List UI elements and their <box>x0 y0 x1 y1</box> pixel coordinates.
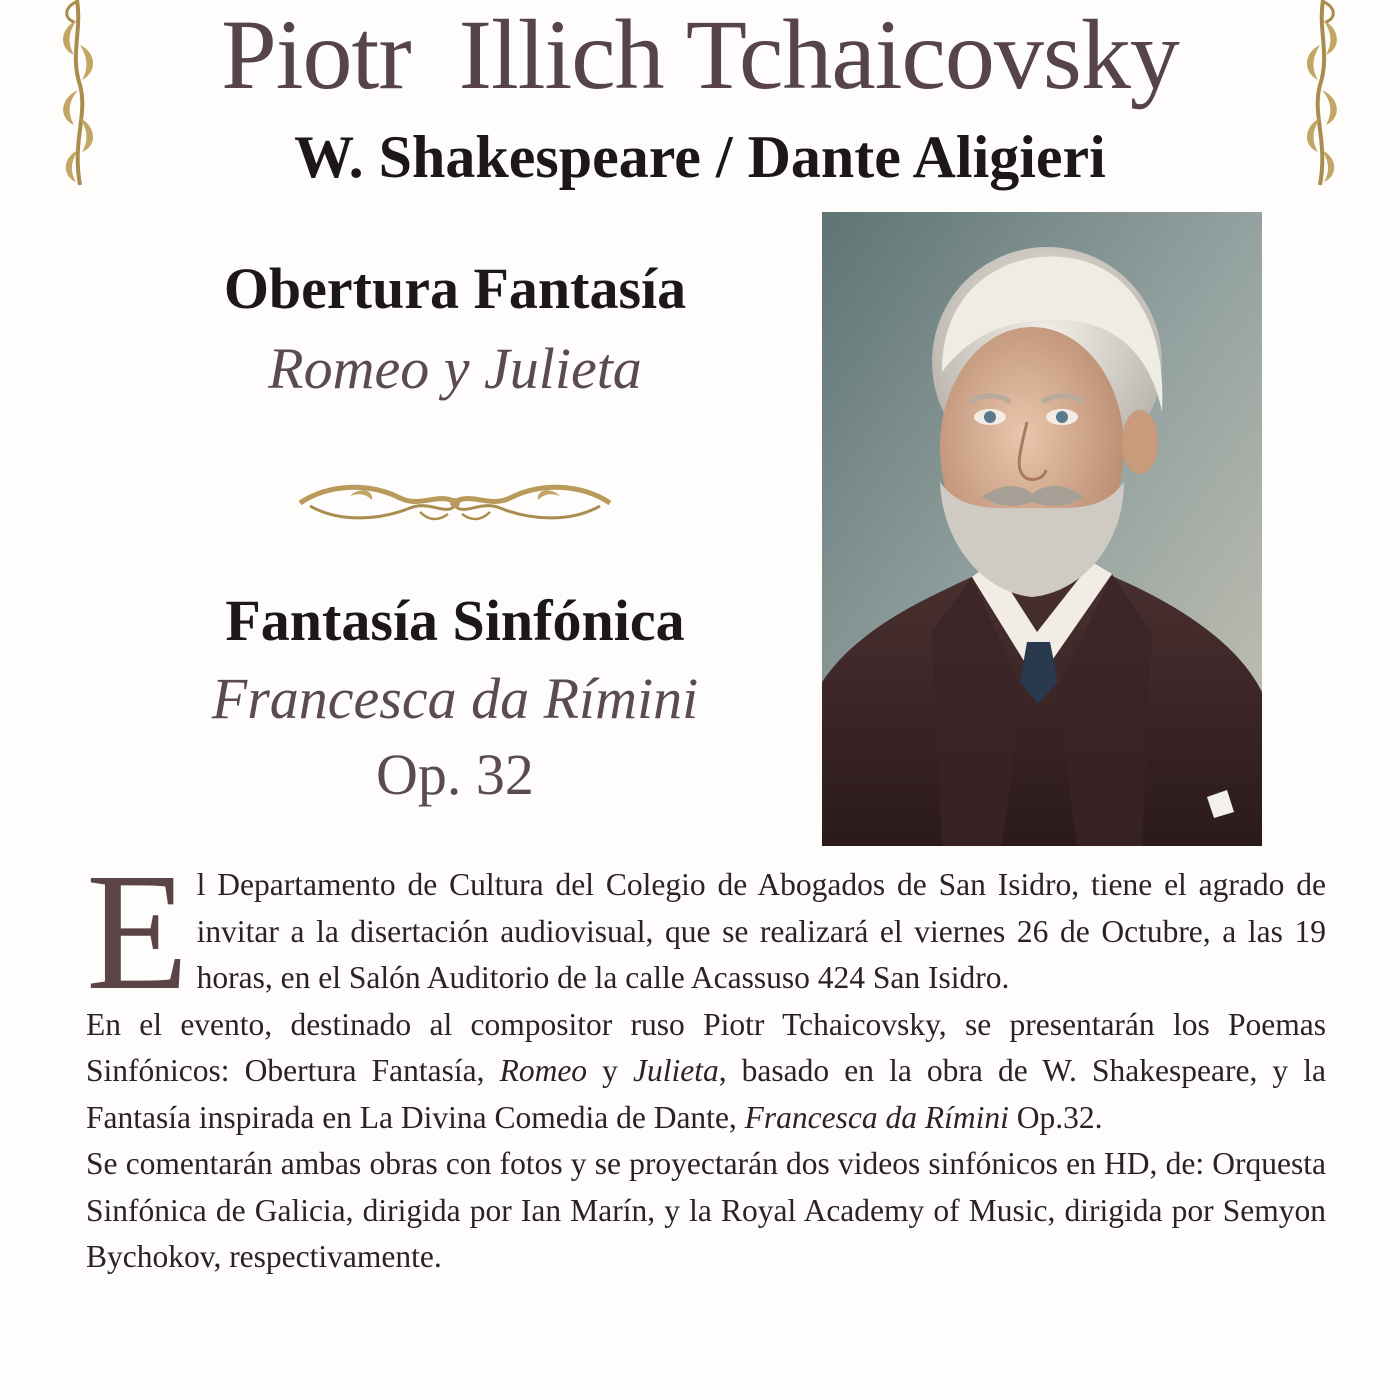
work-type-label: Fantasía Sinfónica <box>225 588 685 653</box>
work-opus: Op. 32 <box>376 742 534 807</box>
italic-francesca: Francesca da Rímini <box>744 1099 1009 1135</box>
paragraph-event-text: , basado en la obra de W. Shakespeare, y la Fantasía inspirada en La Divina Comedia de Dante, <box>86 1053 1326 1135</box>
drop-cap: E <box>86 839 189 1025</box>
work-title: Francesca da Rímini <box>211 666 699 731</box>
paragraph-event <box>86 1002 1326 1142</box>
paragraph-videos: Se comentarán ambas obras con fotos y se proyectarán dos videos sinfónicos en HD, de: Orquesta Sinfónica de Galicia, dirigida por Ian Marín, y la Royal Academy of Music, dirigida por Semyon Bychokov, respectivamente. <box>86 1146 1326 1274</box>
paragraph-invitation: l Departamento de Cultura del Colegio de Abogados de San Isidro, tiene el agrado de invitar a la disertación audiovisual, que se realizará el viernes 26 de Octubre, a las 19 horas, en el Salón Auditorio de la calle Acassuso 424 San Isidro. <box>196 867 1326 995</box>
work-romeo-block <box>130 256 780 404</box>
composer-title: Piotr Illich Tchaicovsky <box>221 0 1179 110</box>
paragraph-event-text: Op.32. <box>1008 1099 1103 1135</box>
paragraph-event-text: En el evento, destinado al compositor ruso Piotr Tchaicovsky, se presentarán los Poemas Sinfónicos: Obertura Fantasía, <box>86 1006 1326 1088</box>
work-francesca-block <box>130 588 780 810</box>
authors-subtitle: W. Shakespeare / Dante Aligieri <box>294 124 1106 190</box>
work-type-label: Obertura Fantasía <box>223 256 687 321</box>
invitation-body <box>86 839 1326 1281</box>
italic-romeo: Romeo <box>499 1053 588 1088</box>
paragraph-event-text: y <box>587 1053 633 1088</box>
gold-scroll-divider-icon <box>290 478 620 528</box>
work-title: Romeo y Julieta <box>268 336 642 401</box>
composer-portrait <box>822 212 1262 846</box>
italic-julieta: Julieta <box>633 1053 719 1088</box>
